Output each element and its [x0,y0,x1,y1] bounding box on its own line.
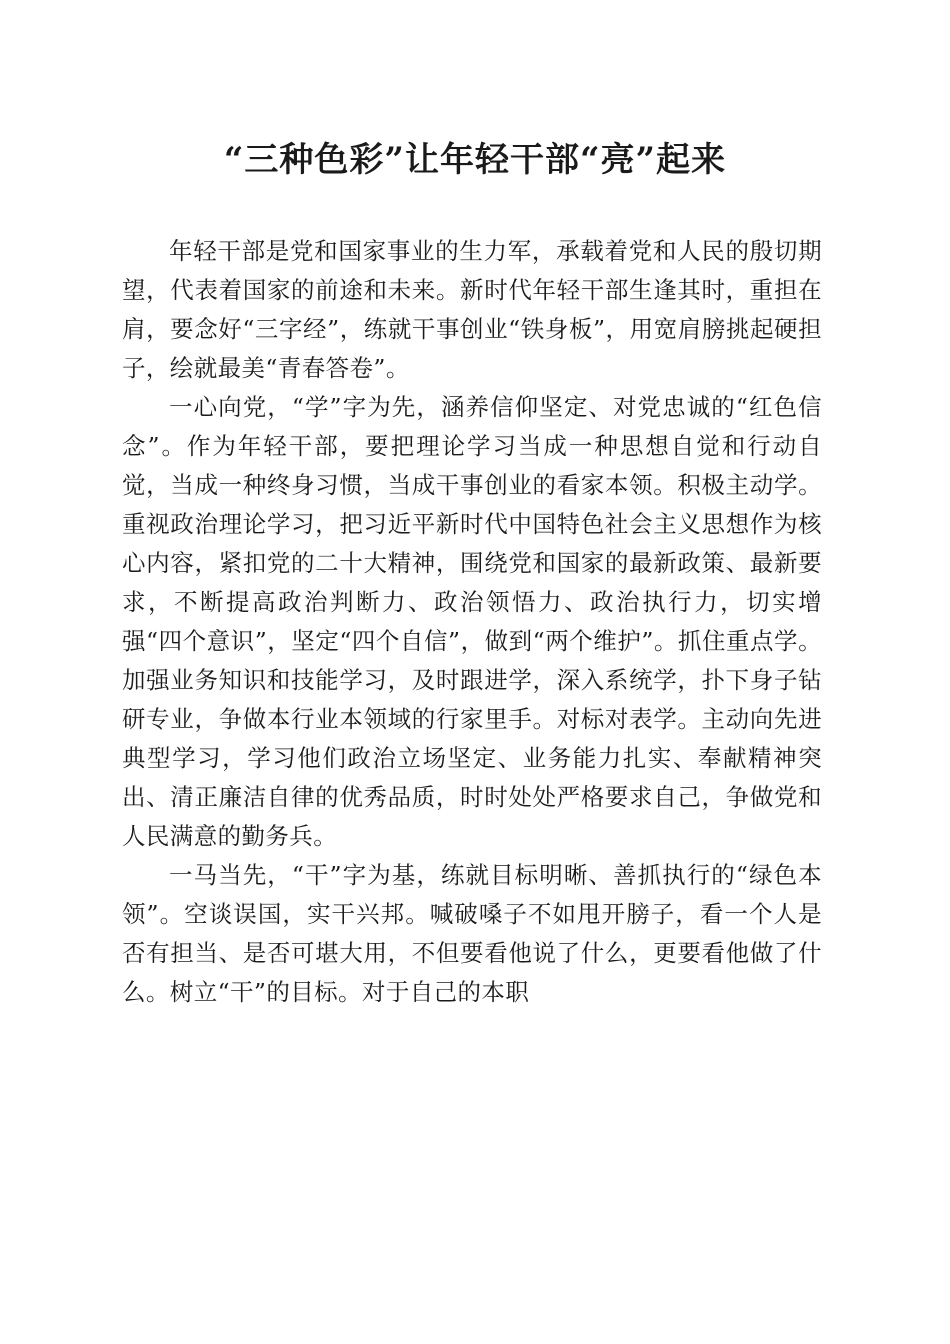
paragraph-study: 一心向党，“学”字为先，涵养信仰坚定、对党忠诚的“红色信念”。作为年轻干部，要把理论学习当成一种思想自觉和行动自觉，当成一种终身习惯，当成干事创业的看家本领。积极主动学。重视政治理论学习，把习近平新时代中国特色社会主义思想作为核心内容，紧扣党的二十大精神，围绕党和国家的最新政策、最新要求，不断提高政治判断力、政治领悟力、政治执行力，切实增强“四个意识”，坚定“四个自信”，做到“两个维护”。抓住重点学。加强业务知识和技能学习，及时跟进学，深入系统学，扑下身子钻研专业，争做本行业本领域的行家里手。对标对表学。主动向先进典型学习，学习他们政治立场坚定、业务能力扎实、奉献精神突出、清正廉洁自律的优秀品质，时时处处严格要求自己，争做党和人民满意的勤务兵。 [122,393,822,850]
paragraph-action: 一马当先，“干”字为基，练就目标明晰、善抓执行的“绿色本领”。空谈误国，实干兴邦。喊破嗓子不如甩开膀子，看一个人是否有担当、是否可堪大用，不但要看他说了什么，更要看他做了什么。树立“干”的目标。对于自己的本职 [122,861,822,1006]
document-title: “三种色彩”让年轻干部“亮”起来 [223,140,727,180]
document-body [122,232,822,1012]
paragraph-intro: 年轻干部是党和国家事业的生力军，承载着党和人民的殷切期望，代表着国家的前途和未来。新时代年轻干部生逢其时，重担在肩，要念好“三字经”，练就干事创业“铁身板”，用宽肩膀挑起硬担子，绘就最美“青春答卷”。 [122,237,822,382]
